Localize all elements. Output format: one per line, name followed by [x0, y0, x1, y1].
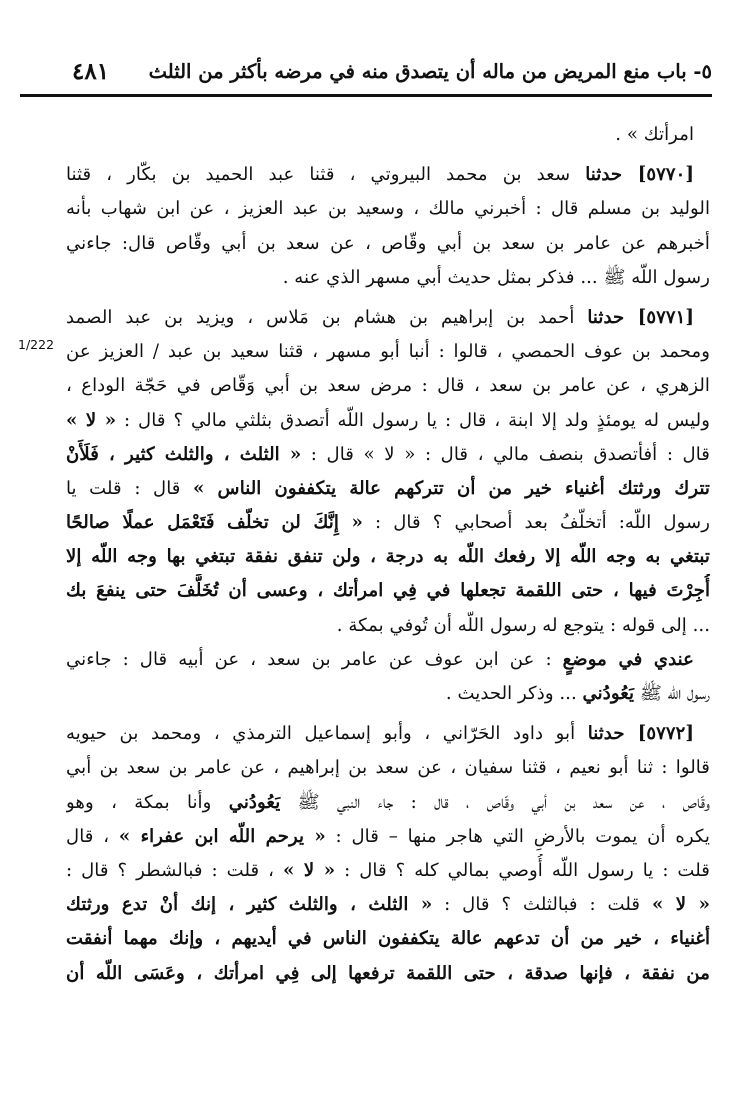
bold-text-segment: أُجِرْتَ فيها ، حتى اللقمة تجعلها في فِي امرأتك ، وعسى أن تُخَلَّفَ حتى ينفعَ بك — [66, 580, 710, 602]
text-line — [66, 118, 710, 152]
bold-text-segment: « لا » — [66, 409, 117, 431]
text-line — [66, 472, 710, 506]
text-line — [66, 192, 710, 226]
text-line — [66, 922, 710, 956]
bold-text-segment: [٥٧٧٢] حدثنا — [587, 723, 694, 745]
text-line — [66, 643, 710, 677]
text-line — [66, 609, 710, 643]
text-segment: ، قال — [66, 825, 119, 847]
bold-text-segment: « يرحم اللّه ابن عفراء » — [118, 825, 326, 847]
text-line — [66, 335, 710, 369]
text-line — [66, 404, 710, 438]
text-line — [66, 677, 710, 711]
text-segment: قالوا : ثنا أبو نعيم ، قثنا سفيان ، عن سعد بن إبراهيم ، عن عامر بن سعد بن أبي — [66, 757, 710, 779]
text-segment: وأنا بمكة ، وهو — [66, 791, 229, 813]
bold-text-segment: « لا » — [652, 894, 710, 916]
bold-text-segment: [٥٧٧١] حدثنا — [587, 306, 694, 328]
text-segment: سعد بن محمد البيروتي ، قثنا عبد الحميد بن بكّار ، قثنا — [66, 164, 586, 186]
text-line — [66, 786, 710, 820]
bold-text-segment: أغنياء ، خير من أن تدعهم عالة يتكففون الناس في أيديهم ، وإنك مهما أنفقت — [66, 928, 710, 950]
bold-text-segment: « إِنَّكَ لن تخلّف فَتَعْمَل عملًا صالحًا — [66, 512, 363, 534]
text-segment: ... وذكر الحديث . — [445, 683, 583, 704]
text-line — [66, 506, 710, 540]
text-segment: رسول اللّه: أتخلّفُ بعد أصحابي ؟ قال : — [362, 512, 710, 534]
text-line — [66, 717, 710, 751]
text-line — [66, 888, 710, 922]
body-text — [66, 118, 710, 991]
running-title: ٥- باب منع المريض من ماله أن يتصدق منه في مرضه بأكثر من الثلث — [148, 60, 712, 83]
bold-text-segment: من نفقة ، فإنها صدقة ، حتى اللقمة ترفعها إلى فِي امرأتك ، وعَسَى اللّه أن — [66, 962, 710, 984]
text-segment: رسول اللّه ﷺ — [634, 683, 710, 704]
text-line — [66, 261, 710, 295]
text-segment: يكره أن يموت بالأرضِ التي هاجر منها – قال : — [325, 825, 710, 847]
text-segment: : عن ابن عوف عن عامر بن سعد ، عن أبيه قال : جاءني — [66, 648, 563, 670]
text-segment: قال : قلت يا — [66, 477, 194, 499]
bold-text-segment: [٥٧٧٠] حدثنا — [585, 164, 694, 186]
text-segment: قال : أفأتصدق بنصف مالي ، قال : « لا » قال : — [301, 443, 710, 465]
text-line — [66, 854, 710, 888]
text-line — [66, 369, 710, 403]
text-segment: الزهري ، عن عامر بن سعد ، قال : مرض سعد بن أبي وَقّاص في حَجّة الوداع ، — [66, 375, 710, 397]
text-segment: ومحمد بن عوف الحمصي ، قالوا : أنبا أبو مسهر ، قثنا سعيد بن عبد / العزيز عن — [66, 341, 710, 363]
text-segment: أخبرهم عن عامر بن سعد بن أبي وقّاص ، عن سعد بن أبي وقّاص قال: جاءني — [66, 232, 710, 254]
text-segment: أبو داود الحَرّاني ، وأبو إسماعيل الترمذي ، ومحمد بن حيويه — [66, 723, 588, 745]
margin-note: 1/222 — [18, 337, 55, 352]
page-header — [20, 56, 712, 96]
text-line — [66, 227, 710, 261]
text-segment: الوليد بن مسلم قال : أخبرني مالك ، وسعيد بن عبد العزيز ، عن ابن شهاب بأنه — [66, 198, 710, 220]
text-line — [66, 820, 710, 854]
bold-text-segment: يَعُودُني — [582, 683, 635, 704]
text-line — [66, 574, 710, 608]
text-segment: ... إلى قوله : يتوجع له رسول اللّه أن تُوفي بمكة . — [336, 614, 710, 636]
bold-text-segment: « لا » — [283, 859, 336, 881]
text-segment: رسول اللّه ﷺ ... فذكر بمثل حديث أبي مسهر الذي عنه . — [282, 266, 710, 288]
text-segment: قلت : فبالثلث ؟ قال : — [432, 894, 652, 916]
text-segment: ، قلت : فبالشطر ؟ قال : — [66, 859, 284, 881]
bold-text-segment: « الثلث ، والثلث كثير ، إنك أنْ تدع ورثتك — [66, 894, 433, 916]
page-number: ٤٨١ — [72, 58, 110, 85]
text-segment: قلت : يا رسول اللّه أُوصي بمالي كله ؟ قال : — [335, 859, 710, 881]
bold-text-segment: « الثلث ، والثلث كثير ، فَلَأَنْ — [66, 443, 302, 465]
bold-text-segment: تبتغي به وجه اللّه إلا رفعك اللّه به درجة ، ولن تنفق نفقة تبتغي بها وجه اللّه إلا — [66, 546, 710, 568]
text-line — [66, 158, 710, 192]
text-segment: أحمد بن إبراهيم بن هشام بن مَلاس ، ويزيد بن عبد الصمد — [66, 306, 588, 328]
text-segment: امرأتك » . — [615, 124, 694, 145]
bold-text-segment: عندي في موضعٍ — [562, 648, 694, 670]
bold-text-segment: تترك ورثتك أغنياء خير من أن تتركهم عالة يتكففون الناس » — [193, 477, 710, 499]
text-line — [66, 540, 710, 574]
text-segment: وليس له يومئذٍ ولد إلا ابنة ، قال : يا رسول اللّه أتصدق بثلثي مالي ؟ قال : — [116, 409, 710, 431]
text-line — [66, 751, 710, 785]
text-line — [66, 957, 710, 991]
header-rule — [20, 94, 712, 97]
text-segment: وقّاص ، عن سعد بن أبي وقّاص ، قال : جاء النبي ﷺ — [280, 791, 710, 813]
text-line — [66, 301, 710, 335]
bold-text-segment: يَعُودُني — [228, 791, 281, 813]
text-line — [66, 438, 710, 472]
